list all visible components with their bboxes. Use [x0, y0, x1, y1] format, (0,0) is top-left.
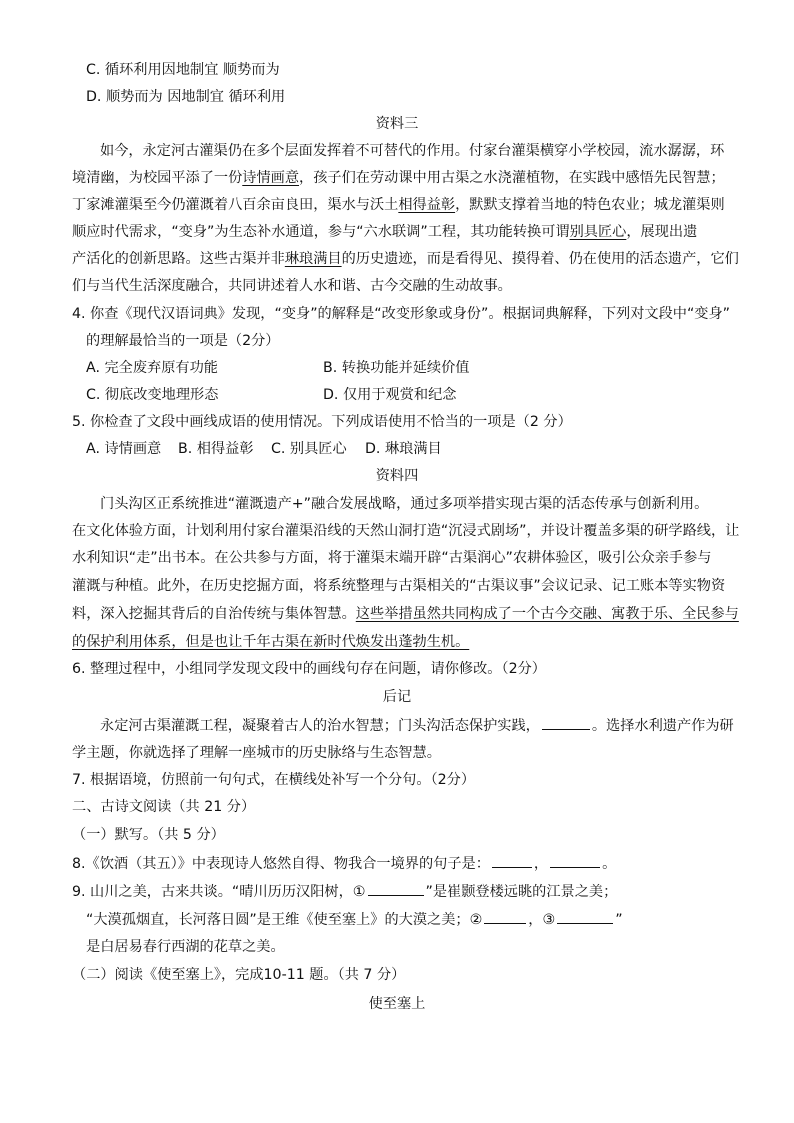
q9-blank-1[interactable] [368, 882, 424, 896]
q5-option-b: B. 相得益彰 [178, 441, 254, 457]
poem-title: 使至塞上 [368, 996, 426, 1012]
section3-line-3: 丁家滩灌渠至今仍灌溉着八百余亩良田，渠水与沃土相得益彰，默默支撑着当地的特色农业；城龙灌渠则 [72, 197, 725, 213]
q8-blank-2[interactable] [550, 854, 600, 868]
q3-option-c: C. 循环利用因地制宜 顺势而为 [86, 62, 280, 78]
q4-option-c: C. 彻底改变地理形态 [86, 387, 219, 403]
section3-heading: 资料三 [375, 116, 419, 132]
q9-blank-2[interactable] [484, 910, 526, 924]
underlined-idiom-2: 相得益彰 [398, 197, 456, 213]
q4-stem-2: 的理解最恰当的一项是（2分） [86, 333, 280, 349]
part2-sub1: （一）默写。（共 5 分） [72, 827, 225, 843]
underlined-sentence-part-2: 的保护利用体系，但是也让千年古渠在新时代焕发出蓬勃生机。 [72, 634, 470, 650]
section4-line-3: 水利知识“走”出书本。在公共参与方面，将于灌渠末端开辟“古渠润心”农耕体验区，吸引公众亲手参与 [72, 550, 712, 566]
part2-title: 二、古诗文阅读（共 21 分） [72, 799, 256, 815]
section3-line-6: 们与当代生活深度融合，共同讲述着人水和谐、古今交融的生动故事。 [72, 278, 512, 294]
q9-blank-3[interactable] [557, 910, 613, 924]
q5-option-c: C. 别具匠心 [271, 441, 347, 457]
section3-line-4: 顺应时代需求，“变身”为生态补水通道，参与“六水联调”工程，其功能转换可谓别具匠心，展现出遗 [72, 224, 698, 240]
answer-blank[interactable] [542, 716, 590, 730]
underlined-idiom-3: 别具匠心 [569, 224, 627, 240]
underlined-idiom-4: 琳琅满目 [284, 251, 342, 267]
postscript-line-2: 学主题，你就选择了理解一座城市的历史脉络与生态智慧。 [72, 745, 441, 761]
q4-option-b: B. 转换功能并延续价值 [323, 360, 470, 376]
q3-option-d: D. 顺势而为 因地制宜 循环利用 [86, 89, 286, 105]
q5-option-a: A. 诗情画意 [86, 441, 162, 457]
q5-stem: 5. 你检查了文段中画线成语的使用情况。下列成语使用不恰当的一项是（2 分） [72, 414, 572, 430]
q8-line: 8.《饮酒（其五）》中表现诗人悠然自得、物我合一境界的句子是： ， 。 [72, 856, 617, 872]
q9-line-1: 9. 山川之美，古来共谈。“晴川历历汉阳树，① ”是崔颢登楼远眺的江景之美； [72, 884, 618, 900]
section4-heading: 资料四 [375, 468, 419, 484]
q4-stem-1: 4. 你查《现代汉语词典》发现，“变身”的解释是“改变形象或身份”。根据词典解释，下列对文段中“变身” [72, 306, 731, 322]
section3-line-2: 境清幽，为校园平添了一份诗情画意，孩子们在劳动课中用古渠之水浇灌植物，在实践中感悟先民智慧； [72, 170, 725, 186]
section4-line-5: 料，深入挖掘其背后的自治传统与集体智慧。这些举措虽然共同构成了一个古今交融、寓教于乐、全民参与 [72, 606, 739, 622]
section4-line-1: 门头沟区正系统推进“灌溉遗产+”融合发展战略，通过多项举措实现古渠的活态传承与创新利用。 [100, 496, 709, 512]
section3-line-5: 产活化的创新思路。这些古渠并非琳琅满目的历史遗迹，而是看得见、摸得着、仍在使用的活态遗产，它们 [72, 251, 739, 267]
section4-line-2: 在文化体验方面，计划利用付家台灌渠沿线的天然山洞打造“沉浸式剧场”，并设计覆盖多渠的研学路线，让 [72, 523, 740, 539]
postscript-heading: 后记 [382, 689, 412, 705]
section4-line-6 [72, 633, 469, 651]
q5-option-d: D. 琳琅满目 [365, 441, 442, 457]
q4-option-d: D. 仅用于观赏和纪念 [323, 387, 457, 403]
section3-line-1: 如今，永定河古灌渠仍在多个层面发挥着不可替代的作用。付家台灌渠横穿小学校园，流水潺潺，环 [100, 143, 725, 159]
postscript-line-1: 永定河古渠灌溉工程，凝聚着古人的治水智慧；门头沟活态保护实践， 。选择水利遗产作为研 [100, 718, 734, 734]
q4-option-a: A. 完全废弃原有功能 [86, 360, 218, 376]
q9-line-2: “大漠孤烟直，长河落日圆”是王维《使至塞上》的大漠之美；② ，③ ” [86, 912, 623, 928]
underlined-sentence-part-1: 这些举措虽然共同构成了一个古今交融、寓教于乐、全民参与 [355, 606, 739, 622]
q6-stem: 6. 整理过程中，小组同学发现文段中的画线句存在问题，请你修改。（2分） [72, 661, 546, 677]
q9-line-3: 是白居易春行西湖的花草之美。 [86, 939, 285, 955]
q7-stem: 7. 根据语境，仿照前一句句式，在横线处补写一个分句。（2分） [72, 772, 476, 788]
q8-blank-1[interactable] [492, 854, 532, 868]
part2-sub2: （二）阅读《使至塞上》，完成10-11 题。（共 7 分） [72, 967, 406, 983]
section4-line-4: 灌溉与种植。此外，在历史挖掘方面，将系统整理与古渠相关的“古渠议事”会议记录、记工账本等实物资 [72, 578, 726, 594]
underlined-idiom-1: 诗情画意 [242, 170, 300, 186]
